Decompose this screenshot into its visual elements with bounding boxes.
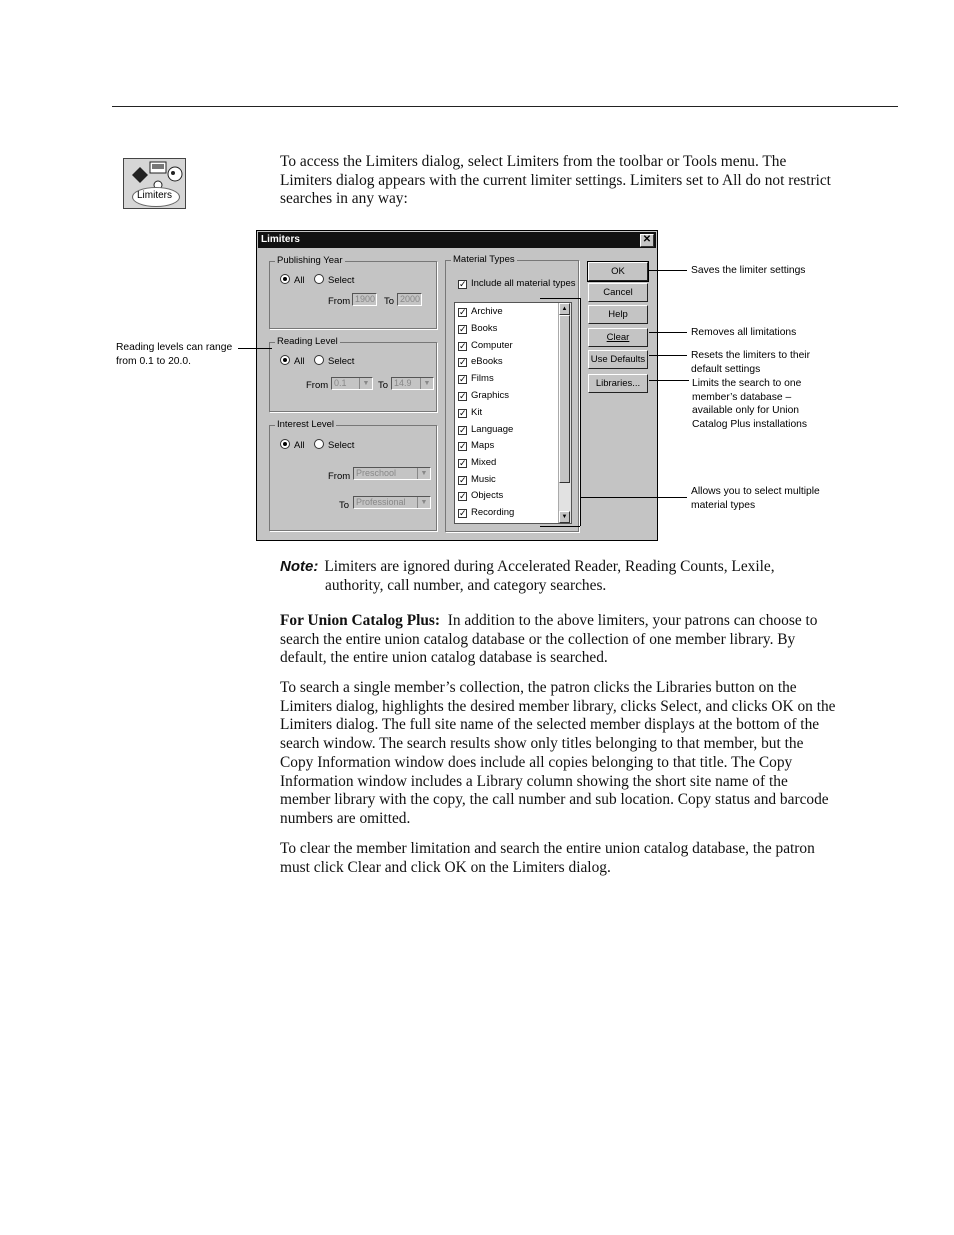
- publishing-year-select-radio[interactable]: Select: [314, 274, 354, 286]
- limits-callout: Limits the search to one member’s database – available only for Union Catalog Plus installations: [692, 378, 808, 430]
- reading-level-from-label: From: [306, 380, 329, 391]
- publishing-year-to-field[interactable]: 2000: [397, 293, 422, 306]
- reading-level-to-label: To: [378, 380, 389, 391]
- dialog-titlebar: [258, 232, 656, 248]
- note-line-2: authority, call number, and category searches.: [325, 576, 607, 594]
- cancel-button[interactable]: Cancel: [588, 283, 648, 302]
- toolbar-icon-label: Limiters: [136, 190, 172, 201]
- resets-callout: Resets the limiters to their default settings: [691, 350, 811, 375]
- interest-level-from-label: From: [328, 471, 351, 482]
- list-item[interactable]: ✓ Films: [459, 373, 494, 384]
- limiters-toolbar-icon[interactable]: [123, 158, 186, 209]
- list-item[interactable]: ✓ Computer: [459, 340, 513, 351]
- limiters-dialog: [256, 230, 658, 541]
- material-bracket-side: [580, 298, 581, 526]
- interest-level-all-radio[interactable]: All: [280, 439, 305, 451]
- close-icon[interactable]: ✕: [640, 234, 654, 247]
- union-catalog-text: In addition to the above limiters, your patrons can choose to search the entire union catalog database or the collection of one member library. By default, the entire union catalog database is searched.: [280, 612, 818, 667]
- libraries-button[interactable]: Libraries...: [588, 374, 648, 393]
- limits-callout-line: [649, 380, 689, 381]
- union-catalog-lead: For Union Catalog Plus:: [280, 612, 441, 629]
- publishing-year-group: [269, 255, 437, 329]
- help-button[interactable]: Help: [588, 305, 648, 324]
- interest-level-to-combo[interactable]: Professional ▼: [353, 496, 431, 509]
- reading-level-all-radio[interactable]: All: [280, 355, 305, 367]
- clear-button[interactable]: Clear: [588, 328, 648, 347]
- interest-level-from-combo[interactable]: Preschool ▼: [353, 467, 431, 480]
- list-item[interactable]: ✓ Graphics: [459, 390, 510, 401]
- ok-button[interactable]: OK: [588, 262, 648, 281]
- resets-callout-line: [649, 355, 687, 356]
- reading-level-select-radio[interactable]: Select: [314, 355, 354, 367]
- list-item[interactable]: ✓ Recording: [459, 507, 515, 518]
- list-item[interactable]: ✓ Language: [459, 424, 514, 435]
- material-bracket-top: [540, 298, 580, 299]
- clear-member-limitation-paragraph: To clear the member limitation and search the entire union catalog database, the patron must click Clear and click OK on the Limiters dialog.: [280, 840, 815, 876]
- publishing-year-legend: Publishing Year: [277, 255, 343, 266]
- header-rule: [112, 106, 898, 107]
- saves-callout: Saves the limiter settings: [691, 265, 806, 276]
- intro-paragraph: To access the Limiters dialog, select Limiters from the toolbar or Tools menu. The Limiters dialog appears with the current limiter settings. Limiters set to All do not restrict searches in any way:: [280, 153, 831, 208]
- material-types-list[interactable]: [454, 302, 572, 524]
- interest-level-legend: Interest Level: [277, 419, 335, 430]
- reading-levels-callout-line: [238, 348, 272, 349]
- list-item[interactable]: ✓ Music: [459, 474, 496, 485]
- material-list-scrollbar[interactable]: [558, 303, 571, 523]
- include-all-material-types-checkbox[interactable]: ✓ Include all material types: [459, 278, 576, 289]
- dialog-title: Limiters: [261, 234, 300, 245]
- publishing-year-from-label: From: [328, 296, 351, 307]
- publishing-year-from-field[interactable]: 1900: [352, 293, 377, 306]
- interest-level-select-radio[interactable]: Select: [314, 439, 354, 451]
- interest-level-to-label: To: [339, 500, 350, 511]
- publishing-year-all-radio[interactable]: All: [280, 274, 305, 286]
- note-block: [280, 558, 840, 595]
- allows-callout: Allows you to select multiple material types: [691, 486, 820, 511]
- interest-level-group: [269, 419, 437, 531]
- union-catalog-paragraph: [280, 612, 840, 668]
- reading-level-from-combo[interactable]: 0.1 ▼: [331, 377, 373, 390]
- note-line-1: Limiters are ignored during Accelerated Reader, Reading Counts, Lexile,: [324, 558, 775, 575]
- list-item[interactable]: ✓ Archive: [459, 306, 503, 317]
- list-item[interactable]: ✓ Kit: [459, 407, 483, 418]
- list-item[interactable]: ✓ Maps: [459, 440, 495, 451]
- material-bracket-bottom: [540, 526, 580, 527]
- saves-callout-line: [649, 270, 687, 271]
- reading-levels-callout: Reading levels can range from 0.1 to 20.0.: [116, 342, 233, 367]
- material-types-legend: Material Types: [453, 254, 515, 265]
- chevron-down-icon: ▼: [417, 468, 430, 479]
- removes-callout: Removes all limitations: [691, 327, 797, 338]
- publishing-year-to-label: To: [384, 296, 395, 307]
- use-defaults-button[interactable]: Use Defaults: [588, 350, 648, 369]
- scroll-up-icon[interactable]: ▲: [559, 303, 570, 315]
- chevron-down-icon: ▼: [417, 497, 430, 508]
- chevron-down-icon: ▼: [359, 378, 372, 389]
- reading-level-group: [269, 336, 437, 412]
- list-item[interactable]: ✓ Objects: [459, 490, 504, 501]
- note-label: Note:: [280, 558, 319, 575]
- list-item[interactable]: ✓ Books: [459, 323, 498, 334]
- reading-level-legend: Reading Level: [277, 336, 338, 347]
- list-item[interactable]: ✓ Mixed: [459, 457, 497, 468]
- scroll-thumb[interactable]: [559, 315, 570, 483]
- removes-callout-line: [649, 332, 687, 333]
- scroll-down-icon[interactable]: ▼: [559, 511, 570, 523]
- reading-level-to-combo[interactable]: 14.9 ▼: [391, 377, 434, 390]
- allows-callout-line: [580, 497, 687, 498]
- list-item[interactable]: ✓ eBooks: [459, 356, 503, 367]
- search-single-member-paragraph: To search a single member’s collection, the patron clicks the Libraries button on the Limiters dialog, highlights the desired member library, clicks Select, and clicks OK on the Limiters dialog. The full site name of the selected member displays at the bottom of the search window. The search results show only titles belonging to that member, but the Copy Information window does include all copies belonging to that title. The Copy Information window includes a Library column showing the short site name of the member library with the copy, the call number and sub location. Copy status and barcode numbers are omitted.: [280, 679, 836, 827]
- chevron-down-icon: ▼: [420, 378, 433, 389]
